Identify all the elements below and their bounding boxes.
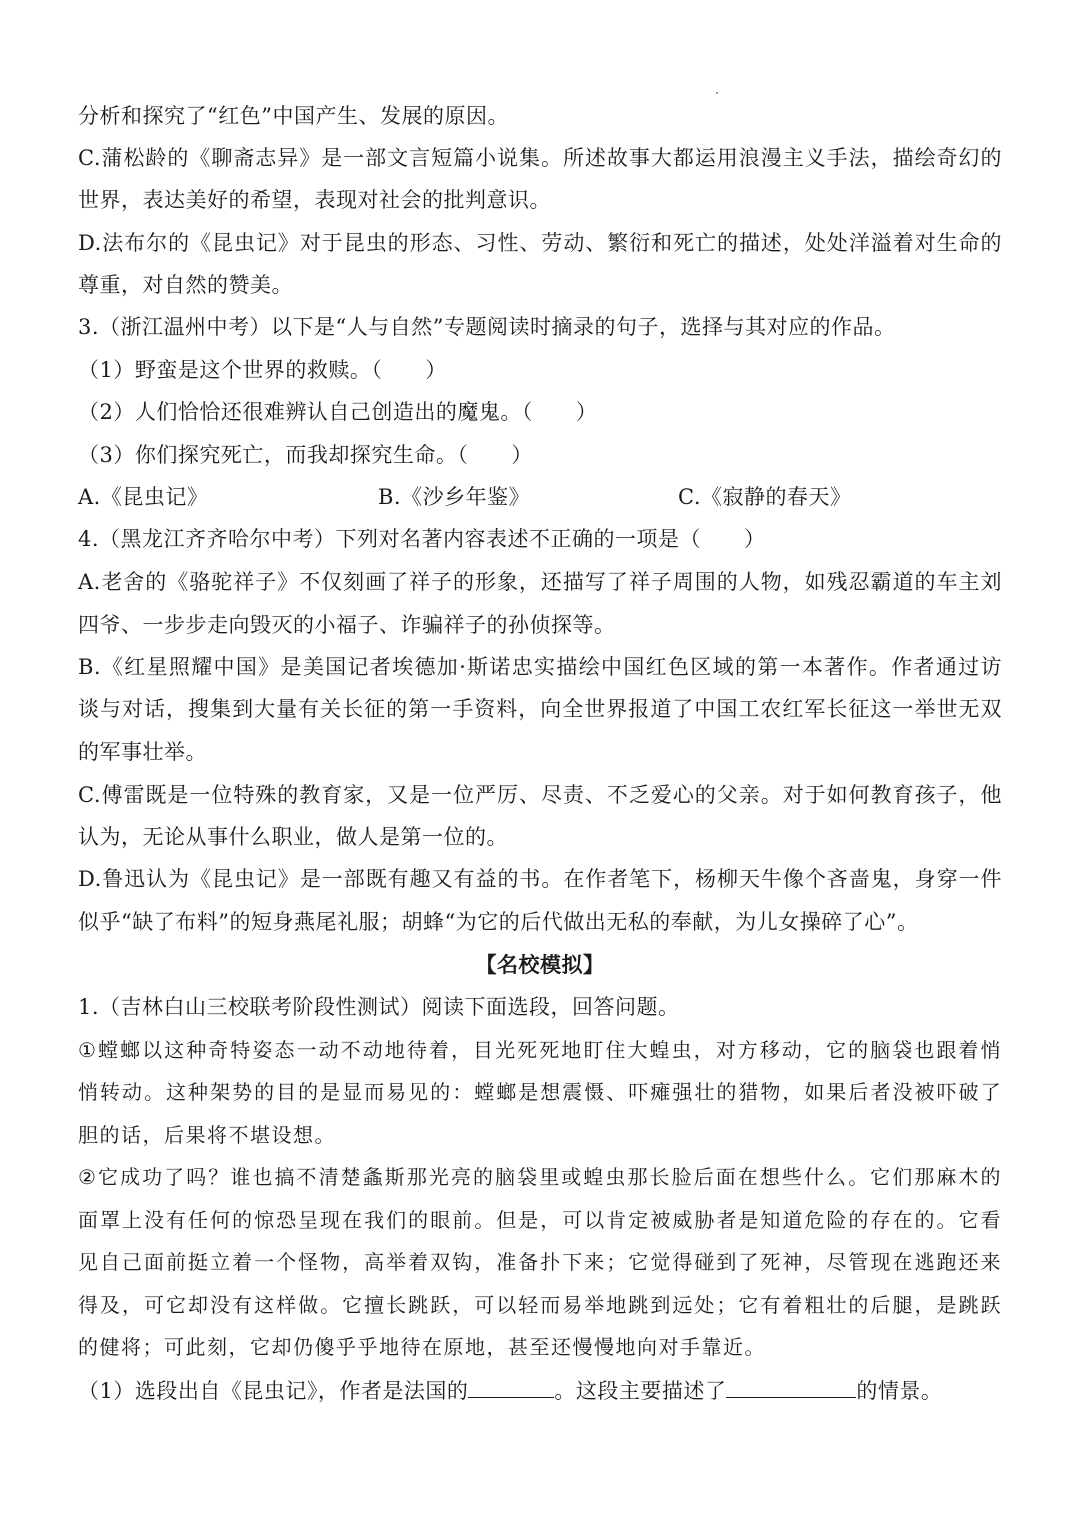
q4-option-d-line-2: 似乎“缺了布料”的短身燕尾礼服；胡蜂“为它的后代做出无私的奉献，为儿女操碎了心”。 (78, 910, 919, 934)
question-1-stem: 1.（吉林白山三校联考阶段性测试）阅读下面选段，回答问题。 (78, 995, 680, 1019)
question-3-item-1: （1）野蛮是这个世界的救赎。（ ） (78, 358, 447, 382)
question-4-stem: 4.（黑龙江齐齐哈尔中考）下列对名著内容表述不正确的一项是（ ） (78, 527, 766, 551)
q4-option-b-line-2: 谈与对话，搜集到大量有关长征的第一手资料，向全世界报道了中国工农红军长征这一举世无双 (78, 697, 1002, 721)
sub-1-text-end: 的情景。 (856, 1379, 943, 1403)
question-3-stem: 3.（浙江温州中考）以下是“人与自然”专题阅读时摘录的句子，选择与其对应的作品。 (78, 315, 896, 339)
option-c-line-2: 世界，表达美好的希望，表现对社会的批判意识。 (78, 188, 551, 212)
q4-option-b-line-1: B.《红星照耀中国》是美国记者埃德加·斯诺忠实描绘中国红色区域的第一本著作。作者通过访 (78, 655, 1002, 679)
passage-para-2-line-4: 得及，可它却没有这样做。它擅长跳跃，可以轻而易举地跳到远处；它有着粗壮的后腿，是跳跃 (78, 1293, 1002, 1317)
passage-para-1-line-3: 胆的话，后果将不堪设想。 (78, 1123, 336, 1147)
scan-speck (716, 92, 718, 94)
q4-option-a-line-2: 四爷、一步步走向毁灭的小福子、诈骗祥子的孙侦探等。 (78, 613, 616, 637)
q4-option-c-line-2: 认为，无论从事什么职业，做人是第一位的。 (78, 825, 508, 849)
option-d-line-1: D.法布尔的《昆虫记》对于昆虫的形态、习性、劳动、繁衍和死亡的描述，处处洋溢着对生命的 (78, 231, 1002, 255)
passage-para-2-line-2: 面罩上没有任何的惊恐呈现在我们的眼前。但是，可以肯定被威胁者是知道危险的存在的。它看 (78, 1208, 1002, 1232)
q4-option-c-line-1: C.傅雷既是一位特殊的教育家，又是一位严厉、尽责、不乏爱心的父亲。对于如何教育孩子，他 (78, 783, 1002, 807)
passage-para-2-line-5: 的健将；可此刻，它却仍傻乎乎地待在原地，甚至还慢慢地向对手靠近。 (78, 1335, 766, 1359)
question-3-item-2: （2）人们恰恰还很难辨认自己创造出的魔鬼。（ ） (78, 400, 598, 424)
question-3-item-3: （3）你们探究死亡，而我却探究生命。（ ） (78, 443, 533, 467)
section-title: 【名校模拟】 (475, 952, 605, 977)
question-3-option-b: B.《沙乡年鉴》 (378, 485, 531, 509)
option-c-line-1: C.蒲松龄的《聊斋志异》是一部文言短篇小说集。所述故事大都运用浪漫主义手法，描绘奇幻的 (78, 146, 1002, 170)
passage-para-1-line-2: 悄转动。这种架势的目的是显而易见的：螳螂是想震慑、吓瘫强壮的猎物，如果后者没被吓破了 (78, 1080, 1002, 1104)
option-d-line-2: 尊重，对自然的赞美。 (78, 273, 293, 297)
q4-option-b-line-3: 的军事壮举。 (78, 740, 207, 764)
q4-option-d-line-1: D.鲁迅认为《昆虫记》是一部既有趣又有益的书。在作者笔下，杨柳天牛像个吝啬鬼，身穿一件 (78, 867, 1002, 891)
question-3-option-a: A.《昆虫记》 (78, 485, 209, 509)
author-answer-blank[interactable] (468, 1375, 554, 1398)
passage-para-1-line-1: ①螳螂以这种奇特姿态一动不动地待着，目光死死地盯住大蝗虫，对方移动，它的脑袋也跟着悄 (78, 1038, 1002, 1062)
passage-para-2-line-1: ②它成功了吗？谁也搞不清楚螽斯那光亮的脑袋里或蝗虫那长脸后面在想些什么。它们那麻木的 (78, 1165, 1002, 1189)
text-line: 分析和探究了“红色”中国产生、发展的原因。 (78, 104, 509, 128)
question-1-sub-1 (78, 1375, 942, 1406)
question-3-option-c: C.《寂静的春天》 (678, 485, 852, 509)
passage-para-2-line-3: 见自己面前挺立着一个怪物，高举着双钩，准备扑下来；它觉得碰到了死神，尽管现在逃跑还来 (78, 1250, 1002, 1274)
scene-answer-blank[interactable] (726, 1375, 856, 1398)
q4-option-a-line-1: A.老舍的《骆驼祥子》不仅刻画了祥子的形象，还描写了祥子周围的人物，如残忍霸道的车主刘 (78, 570, 1002, 594)
sub-1-text-start: （1）选段出自《昆虫记》，作者是法国的 (78, 1379, 469, 1403)
sub-1-text-middle: 。这段主要描述了 (554, 1379, 727, 1403)
